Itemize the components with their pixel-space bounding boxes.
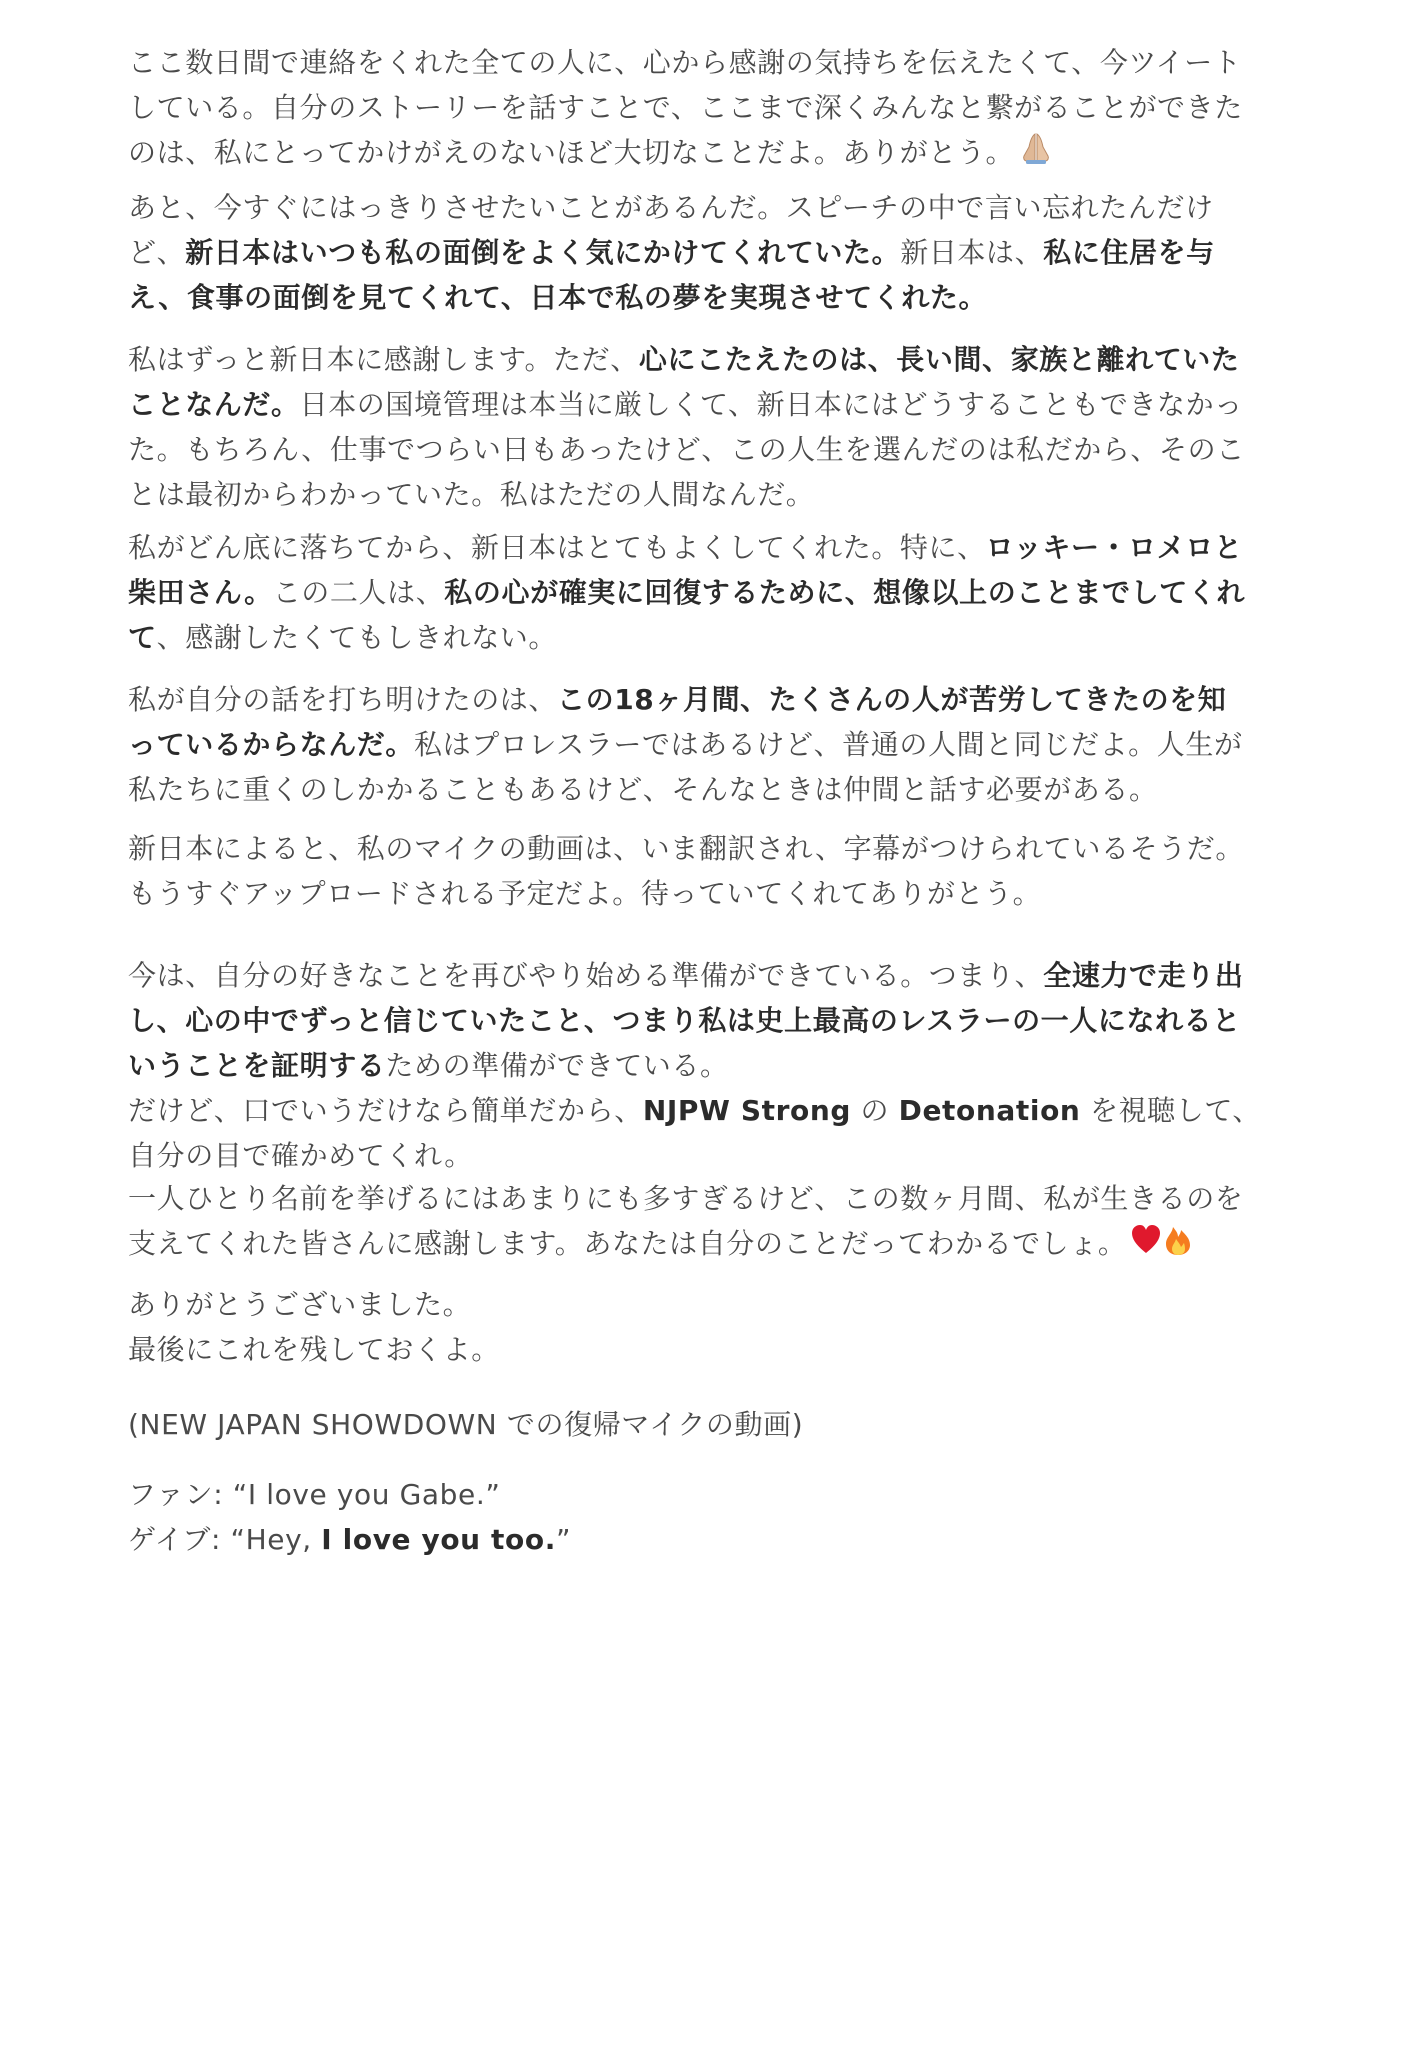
text-segment: 私はプロレスラーではあるけど、普通の人間と同じだよ。人生が — [414, 728, 1243, 761]
text-segment: 私がどん底に落ちてから、新日本はとてもよくしてくれた。特に、 — [128, 531, 986, 564]
bold-text: っているからなんだ。 — [128, 728, 415, 761]
text-line — [128, 185, 1298, 230]
paragraph-thanks — [128, 40, 1298, 175]
text-line — [128, 1133, 1298, 1178]
paragraph-family — [128, 337, 1298, 517]
bold-text: 私の心が確実に回復するために、想像以上のことまでしてくれ — [444, 576, 1246, 609]
paragraph-rocky-shibata — [128, 525, 1298, 660]
text-line — [128, 275, 1298, 320]
text-segment: ファン: “I love you Gabe.” — [128, 1478, 501, 1511]
text-segment: 、感謝したくてもしきれない。 — [156, 621, 558, 654]
text-segment: あと、今すぐにはっきりさせたいことがあるんだ。スピーチの中で言い忘れたんだけ — [128, 191, 1214, 224]
bold-text: 私に住居を与 — [1043, 236, 1215, 269]
text-line — [128, 998, 1298, 1043]
text-line — [128, 337, 1298, 382]
paragraph-supporters — [128, 1176, 1298, 1266]
text-segment: 私が自分の話を打ち明けたのは、 — [128, 683, 558, 716]
paragraph-18-months — [128, 677, 1298, 812]
text-segment: この二人は、 — [272, 576, 445, 609]
text-line — [128, 1517, 1298, 1562]
text-segment: 新日本は、 — [900, 236, 1044, 269]
bold-text: ロッキー・ロメロと — [985, 531, 1243, 564]
praying-hands-icon — [1018, 130, 1054, 179]
text-line — [128, 570, 1298, 615]
text-line — [128, 953, 1298, 998]
heart-fire-icon — [1130, 1223, 1194, 1270]
text-segment: だけど、口でいうだけなら簡単だから、 — [128, 1094, 643, 1127]
paragraph-video-caption — [128, 1402, 1298, 1447]
text-segment: ための準備ができている。 — [385, 1049, 729, 1082]
paragraph-closing — [128, 1282, 1298, 1372]
text-segment: た。もちろん、仕事でつらい日もあったけど、この人生を選んだのは私だから、そのこ — [128, 433, 1245, 466]
text-segment: している。自分のストーリーを話すことで、ここまで深くみんなと繋がることができた — [128, 91, 1243, 124]
text-segment: ” — [555, 1523, 572, 1556]
text-segment: もうすぐアップロードされる予定だよ。待っていてくれてありがとう。 — [128, 877, 1042, 910]
text-line — [128, 382, 1298, 427]
bold-text: この18ヶ月間、たくさんの人が苦労してきたのを知 — [557, 683, 1227, 716]
text-segment: ここ数日間で連絡をくれた全ての人に、心から感謝の気持ちを伝えたくて、今ツイート — [128, 46, 1242, 79]
text-line — [128, 1282, 1298, 1327]
text-segment: 今は、自分の好きなことを再びやり始める準備ができている。つまり、 — [128, 959, 1044, 992]
text-line — [128, 677, 1298, 722]
bold-text: え、食事の面倒を見てくれて、日本で私の夢を実現させてくれた。 — [128, 281, 988, 314]
text-segment: ど、 — [128, 236, 186, 269]
bold-text: 心にこたえたのは、長い間、家族と離れていた — [638, 343, 1240, 376]
text-segment: の — [851, 1094, 899, 1127]
paragraph-video — [128, 826, 1298, 916]
text-line — [128, 427, 1298, 472]
text-segment: 自分の目で確かめてくれ。 — [128, 1139, 473, 1172]
text-line — [128, 1402, 1298, 1447]
bold-text: I love you too. — [321, 1523, 556, 1556]
text-segment: 私たちに重くのしかかることもあるけど、そんなときは仲間と話す必要がある。 — [128, 773, 1158, 806]
bold-text: Detonation — [898, 1094, 1081, 1127]
text-segment: 最後にこれを残しておくよ。 — [128, 1333, 500, 1366]
text-line — [128, 871, 1298, 916]
text-line — [128, 40, 1298, 85]
bold-text: いうことを証明する — [128, 1049, 386, 1082]
text-line — [128, 1327, 1298, 1372]
text-line — [128, 826, 1298, 871]
bold-text: 全速力で走り出 — [1043, 959, 1244, 992]
bold-text: ことなんだ。 — [128, 388, 300, 421]
bold-text: て — [128, 621, 157, 654]
paragraph-ready — [128, 953, 1298, 1178]
text-line — [128, 1176, 1298, 1221]
text-segment: ゲイブ: “Hey, — [128, 1523, 322, 1556]
text-segment: 日本の国境管理は本当に厳しくて、新日本にはどうすることもできなかっ — [299, 388, 1243, 421]
text-line — [128, 1088, 1298, 1133]
text-line — [128, 722, 1298, 767]
bold-text: 柴田さん。 — [128, 576, 273, 609]
bold-text: NJPW Strong — [642, 1094, 851, 1127]
text-segment: (NEW JAPAN SHOWDOWN での復帰マイクの動画) — [128, 1408, 804, 1441]
bold-text: し、心の中でずっと信じていたこと、つまり私は史上最高のレスラーの一人になれると — [128, 1004, 1241, 1037]
text-line — [128, 767, 1298, 812]
text-line — [128, 525, 1298, 570]
text-line — [128, 130, 1298, 175]
text-segment: のは、私にとってかけがえのないほど大切なことだよ。ありがとう。 — [128, 136, 1015, 169]
bold-text: 新日本はいつも私の面倒をよく気にかけてくれていた。 — [185, 236, 901, 269]
text-line — [128, 230, 1298, 275]
text-line — [128, 615, 1298, 660]
text-line — [128, 1472, 1298, 1517]
paragraph-dialogue — [128, 1472, 1298, 1562]
text-segment: 新日本によると、私のマイクの動画は、いま翻訳され、字幕がつけられているそうだ。 — [128, 832, 1244, 865]
text-segment: 支えてくれた皆さんに感謝します。あなたは自分のことだってわかるでしょ。 — [128, 1227, 1127, 1260]
text-line — [128, 85, 1298, 130]
text-segment: 私はずっと新日本に感謝します。ただ、 — [128, 343, 639, 376]
text-segment: とは最初からわかっていた。私はただの人間なんだ。 — [128, 478, 815, 511]
text-line — [128, 1221, 1298, 1266]
text-segment: を視聴して、 — [1080, 1094, 1261, 1127]
text-line — [128, 472, 1298, 517]
text-segment: ありがとうございました。 — [128, 1288, 472, 1321]
text-segment: 一人ひとり名前を挙げるにはあまりにも多すぎるけど、この数ヶ月間、私が生きるのを — [128, 1182, 1244, 1215]
paragraph-njpw-care — [128, 185, 1298, 320]
text-line — [128, 1043, 1298, 1088]
